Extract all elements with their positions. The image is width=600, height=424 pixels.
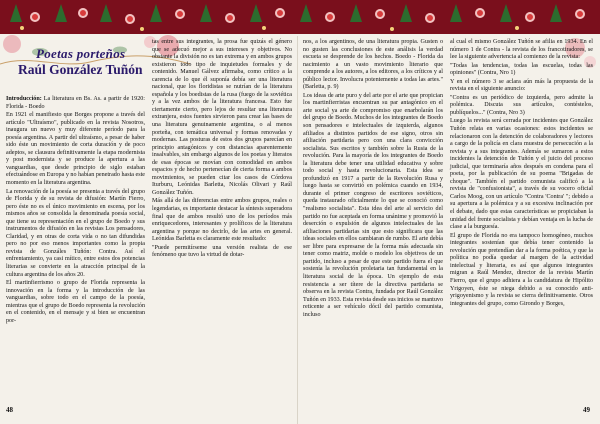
intro-text: La literatura en Bs. As. a partir de 1920: Florida - Boedo	[6, 96, 145, 110]
flower-icon	[30, 12, 40, 22]
ornament-dot	[262, 26, 266, 30]
tree-icon	[200, 4, 212, 22]
tree-icon	[400, 4, 412, 22]
paragraph: Los ideas de arte puro y del arte por el arte que propician los martinfierristas encuentran su par antagónico en el arte social ya arte de compromiso que enarbolarán los del grupo de Boedo. Muchos de los integrantes de Boedo son pensadores e intelectuales de izquierda, algunos afiliados a distintos partidos de ese signo, otros sin afiliación partidaria pero con una clara convicción socialista. Sus escritos y también sobre la Rusia de la revolución. Para la mayoría de los integrantes de Boedo la literatura debe tener una utilidad educativa y sobre todo social y hasta revolucionaria. Esta idea se profundizó en 1917 a partir de la Revolución Rusa y luego hasta se convirtió en polémica cuando en 1934, durante el primer congreso de escritores soviéticos, queda instaurado oficialmente lo que se conoció como "realismo socialista". Esta idea del arte al servicio del partido no fue aceptada en forma unánime y promovió la deserción o expulsión de algunos intelectuales de las afiliaciones partidarias sin que esto significara que las ideas sociales en ellos cambiaran de rumbo. El arte debía ser libre para expresarse de la forma más adecuada sin tener como matriz, molde o modelo los objetivos de un partido, incluso a pesar de que este partido fuera el que sostenía la revolución proletaria tan fundamental en la literatura social de la época. Un ejemplo de esta resistencia a ser títere de la directiva partidaria se observa en la revista Contra, fundada por Raúl González Tuñón en 1933. Esta revista desde sus inicios se mantuvo reticente a ser vehículo dócil del partido comunista, incluso	[303, 92, 443, 318]
paragraph	[6, 96, 145, 111]
tree-icon	[55, 4, 67, 22]
flower-icon	[375, 9, 385, 19]
ornament-dot	[390, 27, 394, 31]
tree-icon	[150, 4, 162, 22]
flower-icon	[275, 8, 285, 18]
paragraph: Más allá de las diferencias entre ambos grupos, reales o legendarias, es importante destacar la síntesis superadora final que de ambos resultó uno de los períodos más enriquecedores, interesantes y prolíficos de la literatura argentina y porque no decirlo, de las artes en general. Leónidas Barletta es claramente este resultado:	[152, 198, 292, 243]
paragraph: La renovación de la poesía se presenta a través del grupo de Florida y de su revista de difusión: Martín Fierro, pero éste no es el único movimiento en escena, por los mismos años se consolida la denominada poesía social, que tiene su representación en el grupo de Boedo y sus instrumentos de difusión en las revistas Los pensadores, Claridad, y en otras de corta vida o no tan difundidas pero no por eso menos importantes como la propia revista de Gonzáles Tuñón: Contra. Así el enfrentamiento, ya casi mítico, entre estos dos potencias literarias se convierte en la atracción principal de la cultura argentina de los años 20.	[6, 188, 145, 278]
ornament-dot	[140, 27, 144, 31]
paragraph: Luego la revista será cerrada por incidentes que González Tuñón relata en varias ocasiones: estos incidentes se relacionaron con la detención de colaboradores y lectores a cargo de la policía en clara muestra de persecución a la revista y a sus integrantes. Además se sumaron a estos incidentes la detención de Tuñón y el juicio del proceso judicial, que terminaría años después en condena para el poeta, por la publicación de su poema "Brigadas de choque". También el partido comunista calificó a la revista de "confusionista", a través de su vocero oficial Carlos Moog, con un artículo "Contra 'Contra' "; debido a su apertura a la polémica y a su excesiva inclinación por el debate, dado que estas características se propiciaban la unidad del frente socialista y debían ventaja en la lucha de clase a la burguesía.	[450, 118, 593, 231]
paragraph: al cual el mismo González Tuñón se afilia en 1934. En el número 1 de Contra - la revista de los francotiradores, se lee la siguiente advertencia al comienzo de la revista:	[450, 39, 593, 61]
paragraph: "Contra es un periódico de izquierda, pero admite la polémica. Discuta sus artículos, contéstelos, publíquelos..." (Contra, Nro 3)	[450, 94, 593, 116]
flower-icon	[175, 9, 185, 19]
flower-icon	[525, 12, 535, 22]
flower-icon	[475, 8, 485, 18]
ornamental-banner	[0, 0, 600, 34]
paragraph: nos, a los argentinos, de una literatura propia. Gusten o no gusten las conclusiones de este análisis la verdad escueta se desprende de los hechos. Boedo - Florida da nacimiento a un vasto movimiento literario que comprende a los autores, a los editores, a los críticos y al público lector. Involucra potentemente a todas las artes." (Barletta, p. 9)	[303, 39, 443, 91]
intro-label: Introducción:	[6, 96, 42, 102]
section-title: Poetas porteños	[36, 46, 126, 61]
ornament-dot	[20, 26, 24, 30]
page-gutter	[297, 36, 298, 424]
tree-icon	[250, 4, 262, 22]
tree-icon	[10, 4, 22, 22]
flower-icon	[575, 9, 585, 19]
tree-icon	[450, 4, 462, 22]
page-number-left: 48	[6, 406, 13, 414]
flower-icon	[78, 8, 88, 18]
text-column-3	[303, 39, 443, 320]
flower-icon	[225, 13, 235, 23]
article-title: Raúl González Tuñón	[18, 62, 143, 77]
text-column-4	[450, 39, 593, 309]
flower-icon	[325, 12, 335, 22]
paragraph: tas entre sus integrantes, la prosa fue quizás el género que se adecuó mejor a sus intereses y objetivos. No obstante la división no es tan extrema y en ambos grupos existieron todo tipo de inquietudes formales y de contenido. Manuel Gálvez afirmaba, como crítico a la carencia de lo que él suponía debía ser una literatura nacional, que los floridistas se nutrían de la literatura española y los boedistas de la rusa (fuego de la soviética y a la vez ambos de la literatura francesa. Esto fue ciertamente cierto, pero lejos de resultar una literatura extranjera, estos fuentes sirvieron para crear las bases de una literatura genuinamente argentina, o al menos porteña, con temática universal y formas renovadas y modernas. Las posturas de estos dos grupos parecían en principio antagónicos y con distancias aparentemente insalvables, sin embargo algunos de los poetas y literatos de esas épocas se movían con comodidad en ambos espacios y de hecho pertenecían de cierta forma a ambos movimientos, se pueden citar los casos de Córdova Iturburu, Leónidas Barletta, Nicolás Olivari y Raúl González Tuñón.	[152, 39, 292, 196]
page-number-right: 49	[583, 406, 590, 414]
tree-icon	[350, 4, 362, 22]
tree-icon	[500, 4, 512, 22]
paragraph: "Puede permitírseme una versión realista de ese fenómeno que tuvo la virtud de dotar-	[152, 244, 292, 259]
paragraph: En 1921 el manifiesto que Borges propone a través del artículo "Ultraísmo", publicado en la revista Nosotros, inaugura un nuevo y muy diferente período para la poesía argentina. A partir del ultraísmo, a pesar de haber sido éste un movimiento de corta duración y de poco adeptos, se clausura definitivamente la etapa modernista y post modernista y se produce la apertura a las vanguardias, que desde principio de siglo estaban efectuándose en Europa y no habían penetrado hasta este momento en la literatura argentina.	[6, 112, 145, 187]
paragraph: El grupo de Florida no era tampoco homogéneo, muchos integrantes sostenían que debía tener contenido la revolución que pretendían dar a la forma poética, y que la política no podía quedar al margen de la actividad intelectual y literaria, es así que algunos integrantes migran a Raúl Mendez, director de la revista Martín Fierro, que el grupo adhiera a la candidatura de Hipólito Yrigoyen, éste se niega debido a su conocido anti-yrigoyenismo y la revista se cierra definitivamente. Otros integrantes del grupo, como Girondo y Borges,	[450, 232, 593, 307]
tree-icon	[550, 4, 562, 22]
text-column-2	[152, 39, 292, 261]
flower-icon	[125, 14, 135, 24]
text-column-1	[6, 96, 145, 326]
paragraph: El martinfierrismo o grupo de Florida representa la innovación en la forma y la introducción de las vanguardias, sobre todo en el campo de la poesía, mientras que el grupo de Boedo representa la revolución en el contenido, en el mensaje y si bien se encuentran por-	[6, 280, 145, 324]
tree-icon	[300, 4, 312, 22]
tree-icon	[100, 4, 112, 22]
ornament-dot	[515, 26, 519, 30]
paragraph: Y en el número 3 se aclara aún más la propuesta de la revista en el siguiente anuncio:	[450, 78, 593, 93]
flower-icon	[425, 13, 435, 23]
paragraph: "Todas las tendencias, todas las escuelas, todas las opiniones" (Contra, Nro 1)	[450, 62, 593, 77]
